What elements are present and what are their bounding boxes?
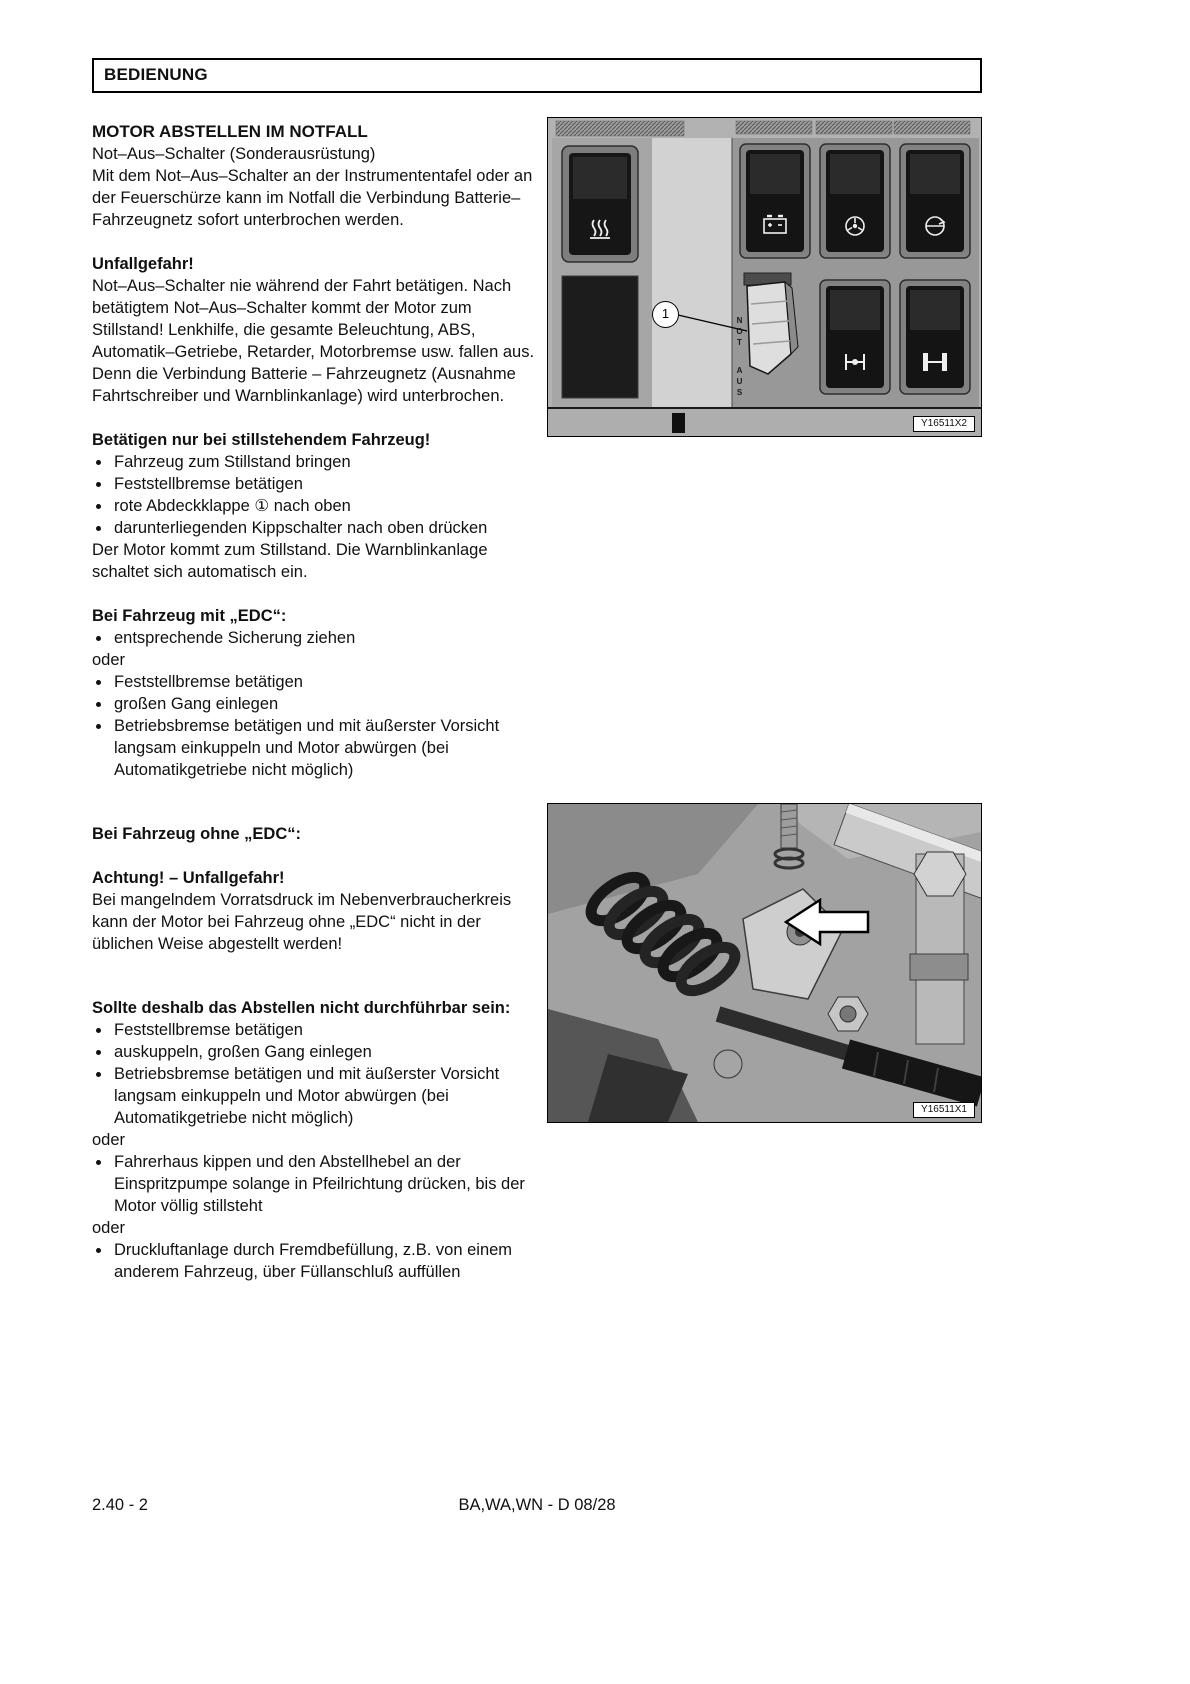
switch-panel-illustration — [548, 118, 981, 436]
paragraph: Der Motor kommt zum Stillstand. Die Warnblinkanlage schaltet sich automatisch ein. — [92, 541, 488, 581]
fan-switch — [820, 144, 890, 258]
heading-achtung: Achtung! – Unfallgefahr! — [92, 869, 285, 887]
pivot-bolt — [714, 1050, 742, 1078]
section-mit-edc — [92, 605, 539, 781]
list-item: • Betriebsbremse betätigen und mit äußerster Vorsicht langsam einkuppeln und Motor abwürgen (bei Automatikgetriebe nicht möglich) — [112, 1063, 539, 1129]
footer-page-number: 2.40 - 2 — [92, 1496, 148, 1514]
list-item: • Fahrerhaus kippen und den Abstellhebel an der Einspritzpumpe solange in Pfeilrichtung drücken, bis der Motor völlig stillsteht — [112, 1151, 539, 1217]
list-item: • entsprechende Sicherung ziehen — [112, 627, 539, 649]
list-item: • rote Abdeckklappe ① nach oben — [112, 495, 539, 517]
list-item: • Fahrzeug zum Stillstand bringen — [112, 451, 539, 473]
page-header-title: BEDIENUNG — [104, 65, 208, 84]
section-title: MOTOR ABSTELLEN IM NOTFALL — [92, 122, 368, 141]
bullet-list — [92, 1019, 539, 1129]
cover-text-not: NOT — [735, 316, 744, 349]
callout-1: 1 — [652, 301, 679, 328]
pump-cylinder — [910, 852, 968, 1044]
list-item: • darunterliegenden Kippschalter nach oben drücken — [112, 517, 539, 539]
section-sollte — [92, 997, 539, 1283]
axle-switch — [900, 280, 970, 394]
figure-column — [547, 117, 982, 1283]
list-item: • Feststellbremse betätigen — [112, 1019, 539, 1041]
heading-betaetigen: Betätigen nur bei stillstehendem Fahrzeug! — [92, 431, 431, 449]
paragraph: Not–Aus–Schalter nie während der Fahrt betätigen. Nach betätigtem Not–Aus–Schalter kommt der Motor zum Stillstand! Lenkhilfe, die gesamte Beleuchtung, ABS, Automatik–Getriebe, Retarder, Motorbremse usw. fallen aus. Denn die Verbindung Batterie – Fahrzeugnetz (Ausnahme Fahrtschreiber und Warnblinkanlage) wird unterbrochen. — [92, 277, 535, 405]
panel-gap-slot — [672, 413, 685, 433]
list-item: • Druckluftanlage durch Fremdbefüllung, z.B. von einem anderem Fahrzeug, über Füllanschluß auffüllen — [112, 1239, 539, 1283]
list-item: • Betriebsbremse betätigen und mit äußerster Vorsicht langsam einkuppeln und Motor abwürgen (bei Automatikgetriebe nicht möglich) — [112, 715, 539, 781]
heading-mit-edc: Bei Fahrzeug mit „EDC“: — [92, 607, 287, 625]
page-content — [92, 121, 982, 1283]
bullet-list — [92, 627, 539, 649]
paragraph: Bei mangelndem Vorratsdruck im Nebenverbraucherkreis kann der Motor bei Fahrzeug ohne „EDC“ nicht in der üblichen Weise abgestellt werden! — [92, 891, 512, 953]
section-achtung — [92, 867, 539, 955]
retarder-switch — [900, 144, 970, 258]
battery-switch — [740, 144, 810, 258]
bullet-list — [92, 1239, 539, 1283]
section-motor-abstellen — [92, 121, 539, 231]
text-column — [92, 121, 539, 1283]
heading-ohne-edc: Bei Fahrzeug ohne „EDC“: — [92, 825, 302, 843]
defrost-switch — [562, 146, 638, 262]
heading-sollte: Sollte deshalb das Abstellen nicht durchführbar sein: — [92, 999, 511, 1017]
diff-lock-switch — [820, 280, 890, 394]
bullet-list — [92, 671, 539, 781]
connector-text: oder — [92, 1219, 126, 1237]
connector-text: oder — [92, 1131, 126, 1149]
list-item: • Feststellbremse betätigen — [112, 671, 539, 693]
bullet-list — [92, 451, 539, 539]
page-header-box — [92, 58, 982, 93]
engine-illustration — [548, 804, 981, 1122]
bullet-list — [92, 1151, 539, 1217]
section-unfallgefahr — [92, 253, 539, 407]
cover-text-aus: AUS — [735, 366, 744, 399]
figure-engine — [547, 803, 982, 1123]
connector-text: oder — [92, 651, 126, 669]
section-betaetigen — [92, 429, 539, 583]
subtitle: Not–Aus–Schalter (Sonderausrüstung) — [92, 145, 376, 163]
paragraph: Mit dem Not–Aus–Schalter an der Instrumententafel oder an der Feuerschürze kann im Notfall die Verbindung Batterie–Fahrzeugnetz sofort unterbrochen werden. — [92, 167, 533, 229]
empty-switch-slot — [562, 276, 638, 398]
figure-label: Y16511X1 — [913, 1102, 975, 1118]
figure-label: Y16511X2 — [913, 416, 975, 432]
figure-switch-panel — [547, 117, 982, 437]
footer-doc-code: BA,WA,WN - D 08/28 — [458, 1496, 616, 1514]
list-item: • großen Gang einlegen — [112, 693, 539, 715]
section-ohne-edc — [92, 823, 539, 845]
heading-unfallgefahr: Unfallgefahr! — [92, 255, 194, 273]
list-item: • auskuppeln, großen Gang einlegen — [112, 1041, 539, 1063]
list-item: • Feststellbremse betätigen — [112, 473, 539, 495]
